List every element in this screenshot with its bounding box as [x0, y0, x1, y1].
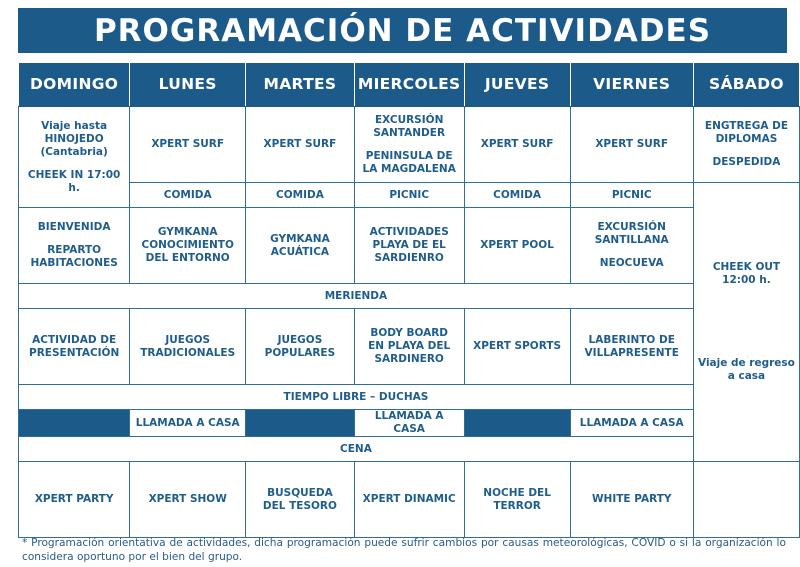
morning-cell-lunes: XPERT SURF — [130, 107, 246, 183]
tiempo-libre-row — [19, 385, 800, 410]
lunch-cell-miercoles: PICNIC — [354, 183, 464, 208]
viernes-neocueva-text: NEOCUEVA — [599, 257, 664, 269]
tiempo-libre-cell: TIEMPO LIBRE – DUCHAS — [19, 385, 694, 410]
domingo-checkin-text: CHEEK IN 17:00 h. — [27, 168, 121, 194]
miercoles-excursion-text: EXCURSIÓN SANTANDER — [373, 113, 446, 139]
evening-cell-martes: JUEGOS POPULARES — [246, 309, 355, 385]
sabado-checkout-text: CHEEK OUT 12:00 h. — [712, 261, 781, 286]
night-cell-sabado — [693, 462, 799, 538]
afternoon-cell-martes: GYMKANA ACUÁTICA — [246, 208, 355, 284]
calls-cell-miercoles: LLAMADA A CASA — [354, 410, 464, 437]
evening-cell-lunes: JUEGOS TRADICIONALES — [130, 309, 246, 385]
footnote: * Programación orientativa de actividades, dicha programación puede sufrir cambios por causas meteorológicas, COVID o si la organización lo considera oportuno por el bien del grupo. — [22, 537, 786, 563]
viernes-santillana-text: EXCURSIÓN SANTILLANA — [594, 221, 669, 246]
calls-cell-viernes: LLAMADA A CASA — [570, 410, 693, 437]
afternoon-cell-domingo — [19, 208, 130, 284]
cena-row — [19, 437, 800, 462]
morning-row — [19, 107, 800, 183]
night-cell-viernes: WHITE PARTY — [570, 462, 693, 538]
afternoon-cell-lunes: GYMKANA CONOCIMIENTO DEL ENTORNO — [130, 208, 246, 284]
afternoon-cell-miercoles: ACTIVIDADES PLAYA DE EL SARDIENRO — [354, 208, 464, 284]
morning-cell-sabado — [693, 107, 799, 183]
domingo-reparto-text: REPARTO HABITACIONES — [30, 244, 118, 269]
calls-cell-jueves — [464, 410, 570, 437]
morning-cell-domingo — [19, 107, 130, 208]
morning-cell-miercoles — [354, 107, 464, 183]
domingo-bienvenida-text: BIENVENIDA — [37, 221, 111, 233]
sabado-despedida-text: DESPEDIDA — [712, 156, 781, 168]
night-cell-lunes: XPERT SHOW — [130, 462, 246, 538]
morning-cell-viernes: XPERT SURF — [570, 107, 693, 183]
morning-cell-jueves: XPERT SURF — [464, 107, 570, 183]
sabado-rest-cell — [693, 183, 799, 462]
night-cell-miercoles: XPERT DINAMIC — [354, 462, 464, 538]
calls-cell-domingo — [19, 410, 130, 437]
evening-cell-jueves: XPERT SPORTS — [464, 309, 570, 385]
calls-row — [19, 410, 800, 437]
evening-cell-viernes: LABERINTO DE VILLAPRESENTE — [570, 309, 693, 385]
page-title: PROGRAMACIÓN DE ACTIVIDADES — [18, 8, 787, 53]
lunch-cell-jueves: COMIDA — [464, 183, 570, 208]
sabado-diplomas-text: ENGTREGA DE DIPLOMAS — [704, 120, 788, 145]
night-cell-jueves: NOCHE DEL TERROR — [464, 462, 570, 538]
day-header-lunes: LUNES — [130, 63, 246, 107]
sabado-return-text: Viaje de regreso a casa — [698, 357, 795, 382]
cena-cell: CENA — [19, 437, 694, 462]
lunch-cell-lunes: COMIDA — [130, 183, 246, 208]
lunch-cell-viernes: PICNIC — [570, 183, 693, 208]
evening-cell-domingo: ACTIVIDAD DE PRESENTACIÓN — [19, 309, 130, 385]
night-cell-domingo: XPERT PARTY — [19, 462, 130, 538]
day-header-sabado: SÁBADO — [693, 63, 799, 107]
day-header-domingo: DOMINGO — [19, 63, 130, 107]
lunch-row — [19, 183, 800, 208]
header-row — [19, 63, 800, 107]
calls-cell-martes — [246, 410, 355, 437]
afternoon-cell-jueves: XPERT POOL — [464, 208, 570, 284]
evening-cell-miercoles: BODY BOARD EN PLAYA DEL SARDINERO — [354, 309, 464, 385]
lunch-cell-martes: COMIDA — [246, 183, 355, 208]
evening-row — [19, 309, 800, 385]
miercoles-peninsula-text: PENINSULA DE LA MAGDALENA — [362, 149, 456, 175]
morning-cell-martes: XPERT SURF — [246, 107, 355, 183]
afternoon-row — [19, 208, 800, 284]
day-header-jueves: JUEVES — [464, 63, 570, 107]
merienda-cell: MERIENDA — [19, 284, 694, 309]
night-cell-martes: BUSQUEDA DEL TESORO — [246, 462, 355, 538]
merienda-row — [19, 284, 800, 309]
calls-cell-lunes: LLAMADA A CASA — [130, 410, 246, 437]
afternoon-cell-viernes — [570, 208, 693, 284]
day-header-miercoles: MIERCOLES — [354, 63, 464, 107]
night-row — [19, 462, 800, 538]
domingo-travel-text: Viaje hasta HINOJEDO (Cantabria) — [40, 119, 108, 158]
day-header-viernes: VIERNES — [570, 63, 693, 107]
day-header-martes: MARTES — [246, 63, 355, 107]
schedule-table — [18, 62, 800, 538]
